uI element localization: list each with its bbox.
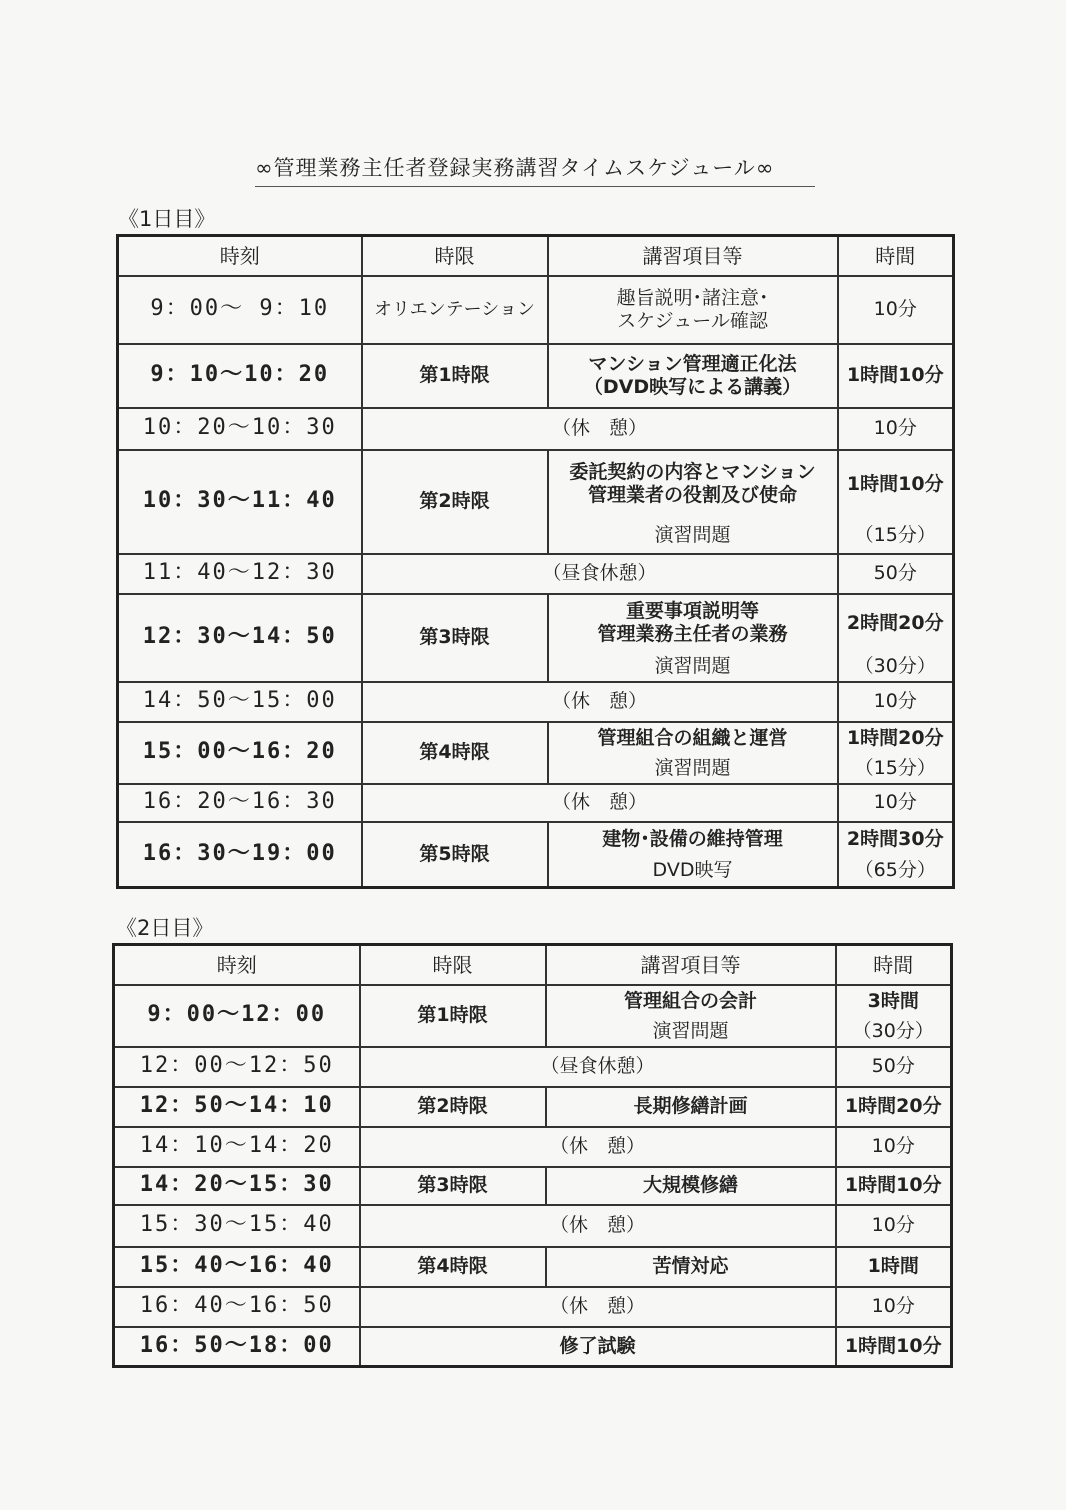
duration-cell: 1時間10分	[836, 1327, 952, 1367]
topic-cell	[548, 594, 838, 652]
period-cell: 第1時限	[360, 985, 546, 1047]
duration-cell: 50分	[838, 554, 954, 594]
period-cell: 第3時限	[362, 594, 548, 682]
topic-line: 趣旨説明･諸注意･	[616, 286, 769, 309]
page-title: ∞管理業務主任者登録実務講習タイムスケジュール∞	[255, 152, 815, 187]
table-row	[118, 408, 954, 450]
table-row	[114, 1047, 952, 1087]
duration-cell: 50分	[836, 1047, 952, 1087]
period-cell: 第3時限	[360, 1167, 546, 1205]
period-cell: 第2時限	[362, 450, 548, 554]
table-row	[114, 1087, 952, 1127]
table-row	[114, 985, 952, 1017]
topic-cell: 建物･設備の維持管理	[548, 822, 838, 856]
header-period: 時限	[360, 945, 546, 985]
break-cell: （休 憩）	[360, 1205, 836, 1247]
table-row	[118, 784, 954, 822]
topic-cell	[548, 344, 838, 408]
header-duration: 時間	[836, 945, 952, 985]
topic-line: マンション管理適正化法	[588, 352, 797, 375]
duration-cell: 1時間	[836, 1247, 952, 1287]
table-row	[114, 1127, 952, 1167]
table-row	[114, 1327, 952, 1367]
topic-line: （DVD映写による講義）	[583, 375, 802, 398]
exercise-cell: 演習問題	[546, 1017, 836, 1047]
header-topic: 講習項目等	[546, 945, 836, 985]
break-cell: （昼食休憩）	[362, 554, 838, 594]
topic-cell: 大規模修繕	[546, 1167, 836, 1205]
break-cell: （昼食休憩）	[360, 1047, 836, 1087]
time-cell: 16：40～16：50	[114, 1287, 360, 1327]
duration-cell: 10分	[836, 1205, 952, 1247]
time-cell: 12：30～14：50	[118, 594, 362, 682]
period-cell: 第2時限	[360, 1087, 546, 1127]
period-cell: 第5時限	[362, 822, 548, 888]
table-row	[114, 1287, 952, 1327]
duration-cell: 10分	[836, 1127, 952, 1167]
duration-cell: 1時間10分	[836, 1167, 952, 1205]
duration-cell: 1時間10分	[838, 450, 954, 518]
duration-cell: 1時間20分	[836, 1087, 952, 1127]
break-cell: （休 憩）	[362, 784, 838, 822]
topic-line: 管理業務主任者の業務	[597, 623, 788, 645]
time-cell: 15：40～16：40	[114, 1247, 360, 1287]
duration-cell: 10分	[836, 1287, 952, 1327]
time-cell: 16：50～18：00	[114, 1327, 360, 1367]
break-cell: （休 憩）	[362, 682, 838, 722]
time-cell: 10：30～11：40	[118, 450, 362, 554]
table-row	[114, 1167, 952, 1205]
duration-cell: 2時間30分	[838, 822, 954, 856]
time-cell: 11：40～12：30	[118, 554, 362, 594]
time-cell: 14：20～15：30	[114, 1167, 360, 1205]
table-row	[118, 344, 954, 408]
table-row	[118, 722, 954, 754]
time-cell: 9：10～10：20	[118, 344, 362, 408]
exercise-duration-cell: （30分）	[836, 1017, 952, 1047]
time-cell: 14：50～15：00	[118, 682, 362, 722]
duration-cell: 10分	[838, 408, 954, 450]
break-cell: （休 憩）	[360, 1287, 836, 1327]
duration-cell: （65分）	[838, 856, 954, 888]
day1-schedule-table	[116, 234, 955, 889]
day1-label: 《1日目》	[118, 207, 216, 231]
topic-line: 管理業者の役割及び使命	[587, 484, 797, 506]
table-row	[118, 450, 954, 518]
time-cell: 12：50～14：10	[114, 1087, 360, 1127]
duration-cell: 1時間10分	[838, 344, 954, 408]
table-row	[118, 594, 954, 652]
topic-cell: 管理組合の会計	[546, 985, 836, 1017]
header-time: 時刻	[118, 236, 362, 276]
topic-cell	[548, 450, 838, 518]
topic-cell: 長期修繕計画	[546, 1087, 836, 1127]
table-row	[114, 1247, 952, 1287]
break-cell: （休 憩）	[360, 1127, 836, 1167]
table-header-row	[118, 236, 954, 276]
time-cell: 9：00～12：00	[114, 985, 360, 1047]
table-row	[118, 276, 954, 344]
table-row	[118, 554, 954, 594]
exercise-duration-cell: （15分）	[838, 518, 954, 554]
exercise-cell: 演習問題	[548, 754, 838, 784]
exercise-cell: 演習問題	[548, 652, 838, 682]
day2-label: 《2日目》	[116, 916, 214, 940]
break-cell: （休 憩）	[362, 408, 838, 450]
time-cell: 16：30～19：00	[118, 822, 362, 888]
time-cell: 15：00～16：20	[118, 722, 362, 784]
header-topic: 講習項目等	[548, 236, 838, 276]
duration-cell: 10分	[838, 784, 954, 822]
table-row	[118, 822, 954, 856]
duration-cell: 3時間	[836, 985, 952, 1017]
exercise-duration-cell: （30分）	[838, 652, 954, 682]
topic-line: スケジュール確認	[617, 309, 768, 332]
time-cell: 16：20～16：30	[118, 784, 362, 822]
table-row	[114, 1205, 952, 1247]
header-period: 時限	[362, 236, 548, 276]
topic-line: 委託契約の内容とマンション	[569, 461, 816, 484]
day2-schedule-table	[112, 943, 953, 1368]
header-time: 時刻	[114, 945, 360, 985]
period-cell: 第1時限	[362, 344, 548, 408]
topic-cell: 苦情対応	[546, 1247, 836, 1287]
table-row	[118, 682, 954, 722]
time-cell: 10：20～10：30	[118, 408, 362, 450]
duration-cell: 10分	[838, 682, 954, 722]
topic-cell: 管理組合の組織と運営	[548, 722, 838, 754]
topic-line: 重要事項説明等	[625, 600, 759, 623]
duration-cell: 1時間20分	[838, 722, 954, 754]
table-header-row	[114, 945, 952, 985]
duration-cell: 2時間20分	[838, 594, 954, 652]
time-cell: 14：10～14：20	[114, 1127, 360, 1167]
exam-cell: 修了試験	[360, 1327, 836, 1367]
period-cell: 第4時限	[362, 722, 548, 784]
topic-cell: DVD映写	[548, 856, 838, 888]
exercise-duration-cell: （15分）	[838, 754, 954, 784]
period-cell: 第4時限	[360, 1247, 546, 1287]
time-cell: 9：00～ 9：10	[118, 276, 362, 344]
time-cell: 12：00～12：50	[114, 1047, 360, 1087]
period-cell: オリエンテーション	[362, 276, 548, 344]
duration-cell: 10分	[838, 276, 954, 344]
exercise-cell: 演習問題	[548, 518, 838, 554]
header-duration: 時間	[838, 236, 954, 276]
time-cell: 15：30～15：40	[114, 1205, 360, 1247]
topic-cell	[548, 276, 838, 344]
